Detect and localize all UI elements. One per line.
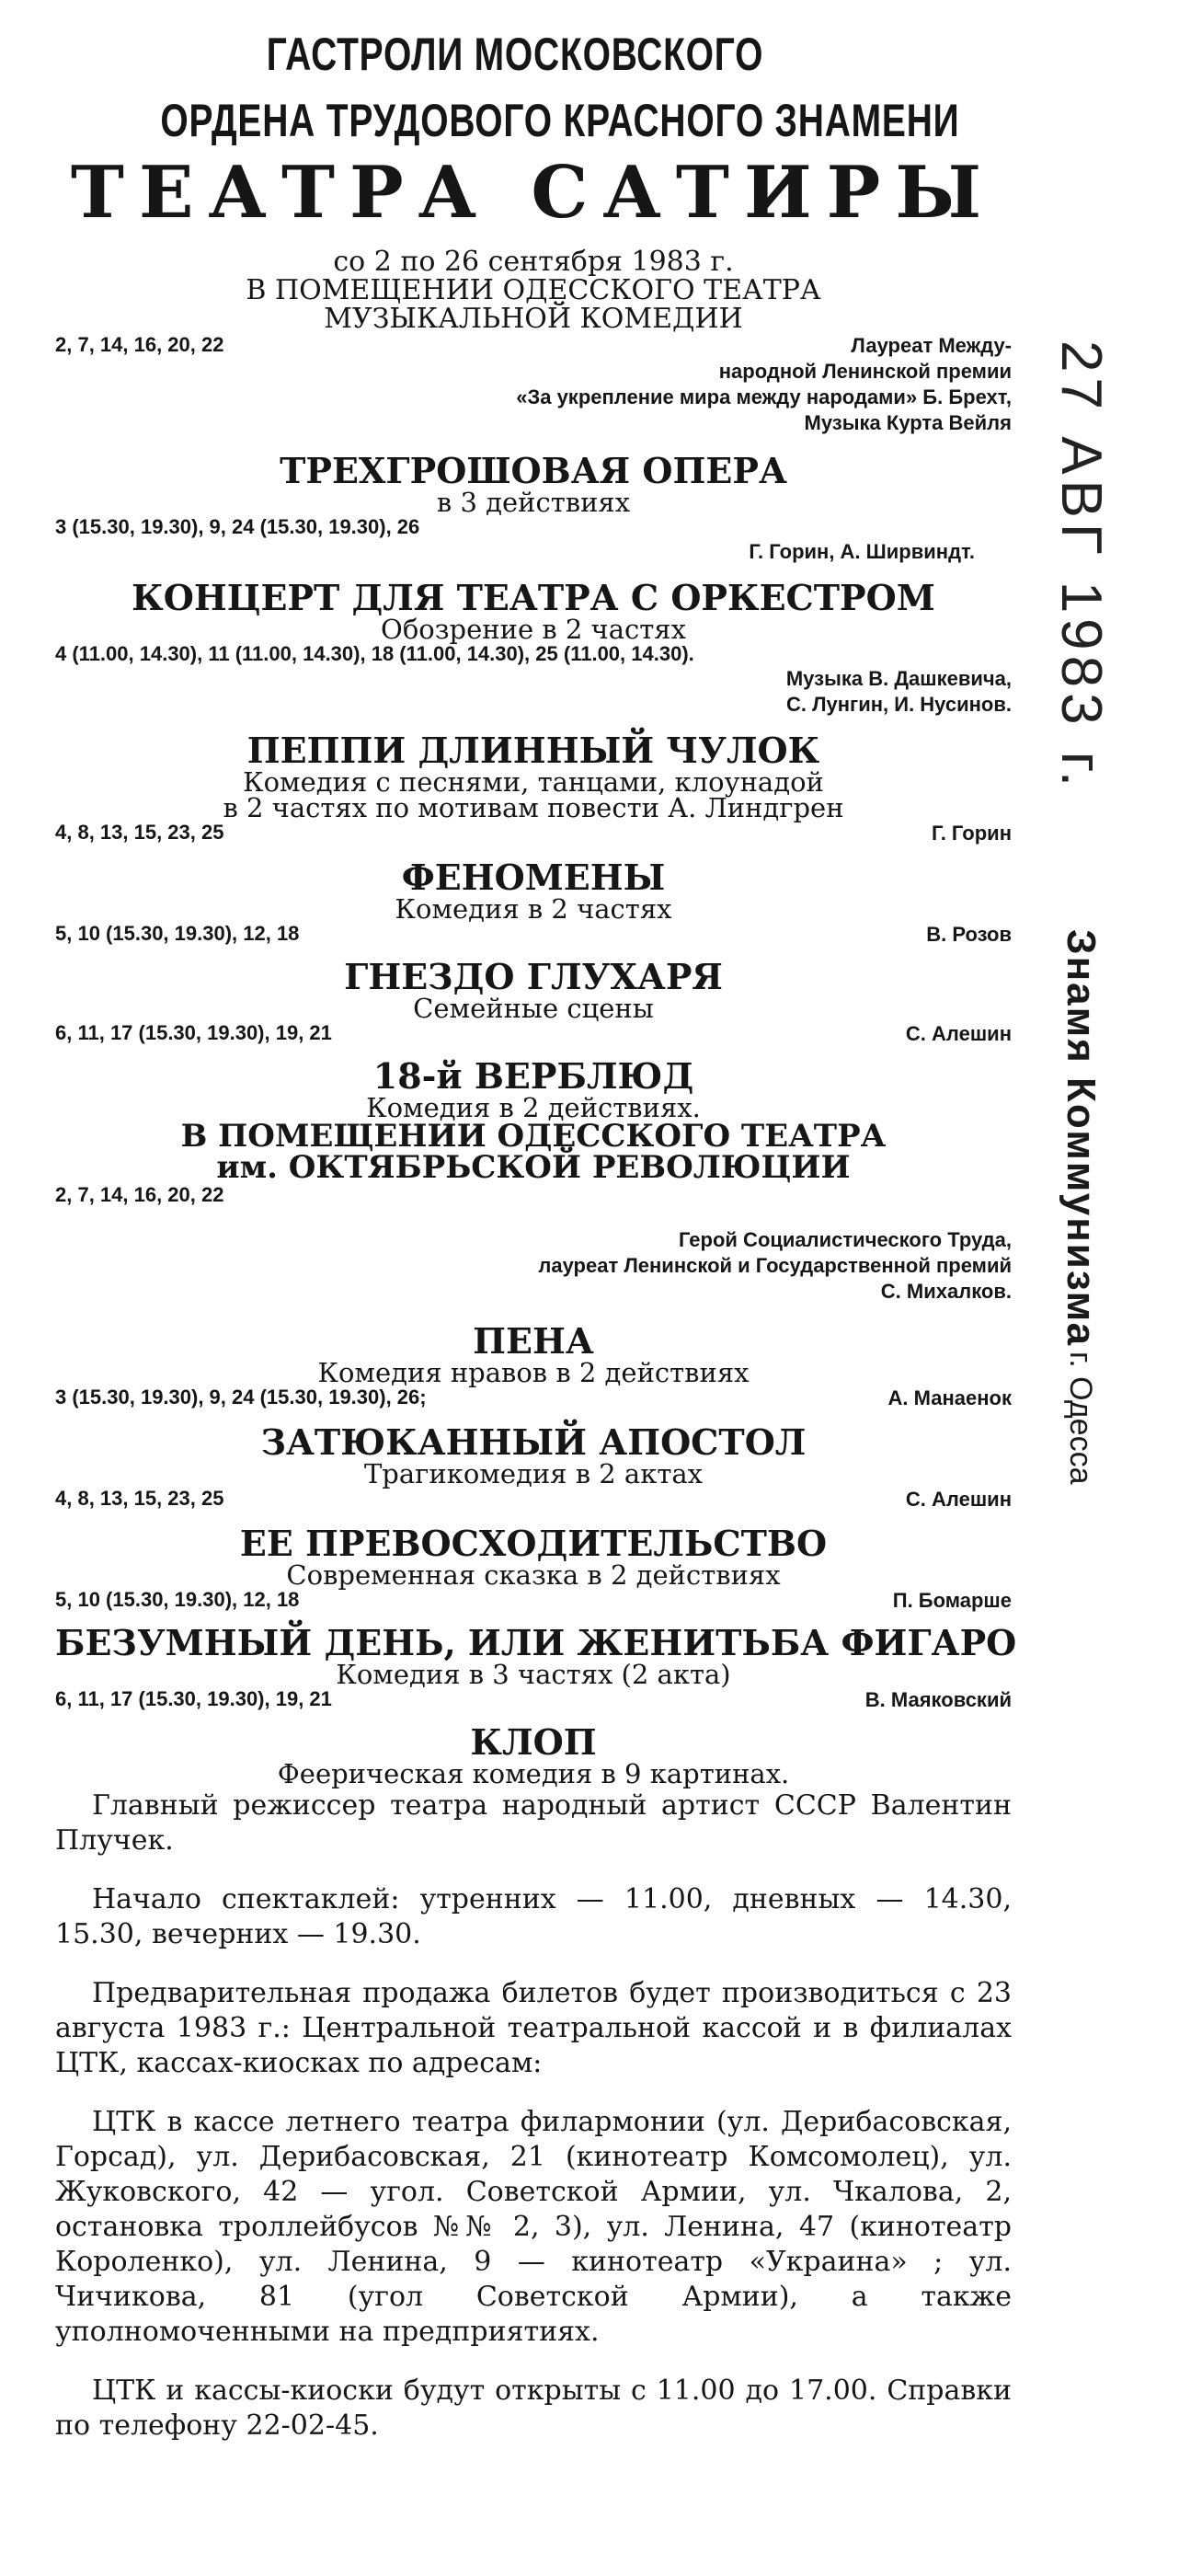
play-row xyxy=(55,922,1012,948)
intro-credit-2: народной Ленинской премии xyxy=(718,360,1012,383)
play-row xyxy=(55,1588,1012,1614)
venue-2-credit-1: Герой Социалистического Труда, xyxy=(678,1228,1012,1251)
play-genre: Трагикомедия в 2 актах xyxy=(363,1458,704,1489)
play-credit: Г. Горин xyxy=(931,822,1012,845)
play-dates: 6, 11, 17 (15.30, 19.30), 19, 21 xyxy=(55,1687,332,1710)
play-title: КЛОП xyxy=(470,1721,597,1763)
tour-period: со 2 по 26 сентября 1983 г. xyxy=(333,246,734,278)
play-title: ПЕППИ ДЛИННЫЙ ЧУЛОК xyxy=(246,730,820,771)
play-block xyxy=(55,450,1012,565)
header-line-1: ГАСТРОЛИ МОСКОВСКОГО xyxy=(266,29,764,80)
play-dates: 6, 11, 17 (15.30, 19.30), 19, 21 xyxy=(55,1021,332,1044)
play-genre: Комедия в 3 частях (2 акта) xyxy=(336,1659,731,1690)
date-stamp: 27 АВГ 1983 г. xyxy=(1049,340,1113,793)
venue-2-line-2: им. ОКТЯБРЬСКОЙ РЕВОЛЮЦИИ xyxy=(216,1149,851,1186)
play-row xyxy=(55,821,1012,846)
play-dates: 5, 10 (15.30, 19.30), 12, 18 xyxy=(55,1588,300,1611)
play-title: КОНЦЕРТ ДЛЯ ТЕАТРА С ОРКЕСТРОМ xyxy=(132,577,935,618)
play-credit: Г. Горин, А. Ширвиндт. xyxy=(749,540,975,563)
presale-paragraph: Предварительная продажа билетов будет производиться с 23 августа 1983 г.: Центральной театральной кассой и в филиалах ЦТК, кассах-киосках по адресам: xyxy=(55,1977,1012,2079)
play-dates: 4 (11.00, 14.30), 11 (11.00, 14.30), 18 (11.00, 14.30), 25 (11.00, 14.30). xyxy=(55,642,694,665)
play-block xyxy=(55,1525,1012,1614)
play-genre: Комедия с песнями, танцами, клоунадой xyxy=(243,766,824,798)
theatre-name: ТЕАТРА САТИРЫ xyxy=(70,151,997,235)
play-genre: Комедия нравов в 2 действиях xyxy=(317,1357,750,1388)
play-title: ЗАТЮКАННЫЙ АПОСТОЛ xyxy=(260,1421,807,1463)
play-block xyxy=(55,1622,1017,1713)
play-title: ТРЕХГРОШОВАЯ ОПЕРА xyxy=(280,450,787,491)
play-block xyxy=(55,732,1012,846)
play-dates: 3 (15.30, 19.30), 9, 24 (15.30, 19.30), 26 xyxy=(55,515,420,538)
play-block xyxy=(55,1055,1012,1123)
intro-credit-3: «За укрепление мира между народами» Б. Брехт, xyxy=(516,385,1012,408)
venue-1-line-2: МУЗЫКАЛЬНОЙ КОМЕДИИ xyxy=(324,303,743,335)
play-row xyxy=(55,1021,1012,1047)
newspaper-city: г. Одесса xyxy=(1063,1351,1098,1485)
play-genre: Феерическая комедия в 9 картинах. xyxy=(277,1758,790,1789)
newspaper-source-stamp xyxy=(1058,929,1104,1485)
hours-paragraph: ЦТК и кассы-киоски будут открыты с 11.00 до 17.00. Справки по телефону 22-02-45. xyxy=(55,2375,1012,2442)
play-block xyxy=(55,956,1012,1047)
play-title: ФЕНОМЕНЫ xyxy=(401,857,666,898)
header-line-2: ОРДЕНА ТРУДОВОГО КРАСНОГО ЗНАМЕНИ xyxy=(160,95,960,146)
venue-2-credit-3: С. Михалков. xyxy=(880,1280,1012,1303)
play-title: ГНЕЗДО ГЛУХАРЯ xyxy=(344,956,723,997)
play-credit: В. Маяковский xyxy=(864,1688,1012,1711)
venue-2-credit-2: лауреат Ленинской и Государственной премий xyxy=(538,1254,1012,1277)
play-dates: 3 (15.30, 19.30), 9, 24 (15.30, 19.30), 26; xyxy=(55,1386,427,1409)
play-title: БЕЗУМНЫЙ ДЕНЬ, ИЛИ ЖЕНИТЬБА ФИГАРО xyxy=(55,1622,1017,1663)
play-credit-2: С. Лунгин, И. Нусинов. xyxy=(785,693,1012,716)
intro-dates: 2, 7, 14, 16, 20, 22 xyxy=(55,333,224,356)
play-genre: в 3 действиях xyxy=(436,487,631,518)
play-credit: В. Розов xyxy=(926,923,1012,946)
director-paragraph: Главный режиссер театра народный артист СССР Валентин Плучек. xyxy=(55,1789,1012,1857)
venue-1-line-1: В ПОМЕЩЕНИИ ОДЕССКОГО ТЕАТРА xyxy=(246,274,821,306)
intro-credit-4: Музыка Курта Вейля xyxy=(804,411,1012,434)
play-row xyxy=(55,1487,1012,1512)
intro-row xyxy=(55,333,1012,359)
addresses-paragraph: ЦТК в кассе летнего театра филармонии (ул. Дерибасовская, Горсад), ул. Дерибасовская, 21 (кинотеатр Комсомолец), ул. Жуковского, 42 — угол. Советской Армии, ул. Чкалова, 2, остановка троллейбусов №№ 2, 3), ул. Ленина, 47 (кинотеатр Короленко), ул. Ленина, 9 — кинотеатр «Украина» ; ул. Чичикова, 81 (угол Советской Армии), а также уполномоченными на предприятиях. xyxy=(55,2106,1012,2348)
play-credit: А. Манаенок xyxy=(887,1386,1012,1409)
play-block xyxy=(55,1721,1012,1789)
play-dates: 5, 10 (15.30, 19.30), 12, 18 xyxy=(55,922,300,945)
play-block xyxy=(55,1320,1012,1411)
play-title: ПЕНА xyxy=(473,1320,594,1362)
play-genre: Обозрение в 2 частях xyxy=(381,614,686,645)
play-row xyxy=(55,1386,1012,1411)
play-title: ЕЕ ПРЕВОСХОДИТЕЛЬСТВО xyxy=(239,1523,828,1564)
play-credit: С. Алешин xyxy=(905,1022,1012,1045)
play-row xyxy=(55,1687,1012,1713)
announcement-column xyxy=(55,28,1017,2444)
play-credit: С. Алешин xyxy=(905,1488,1012,1511)
play-credit: Музыка В. Дашкевича, xyxy=(785,667,1012,690)
play-genre: Комедия в 2 частях xyxy=(395,893,672,925)
newspaper-name: Знамя Коммунизма xyxy=(1059,929,1104,1348)
play-credit: П. Бомарше xyxy=(892,1589,1012,1612)
play-genre: Семейные сцены xyxy=(413,993,654,1024)
intro-credit-1: Лауреат Между- xyxy=(851,334,1012,357)
play-dates: 4, 8, 13, 15, 23, 25 xyxy=(55,821,224,844)
play-genre: Комедия в 2 действиях. xyxy=(366,1092,701,1123)
play-genre-2: в 2 частях по мотивам повести А. Линдгрен xyxy=(223,792,844,823)
play-block xyxy=(55,1421,1012,1512)
play-genre: Современная сказка в 2 действиях xyxy=(286,1559,781,1591)
play-block xyxy=(55,859,1012,948)
play-title: 18-й ВЕРБЛЮД xyxy=(372,1055,694,1097)
play-block xyxy=(55,577,1012,718)
venue-2-line-1: В ПОМЕЩЕНИИ ОДЕССКОГО ТЕАТРА xyxy=(180,1118,887,1155)
play-dates: 4, 8, 13, 15, 23, 25 xyxy=(55,1487,224,1510)
start-times-paragraph: Начало спектаклей: утренних — 11.00, дневных — 14.30, 15.30, вечерних — 19.30. xyxy=(55,1883,1012,1950)
venue-2-dates: 2, 7, 14, 16, 20, 22 xyxy=(55,1183,224,1206)
